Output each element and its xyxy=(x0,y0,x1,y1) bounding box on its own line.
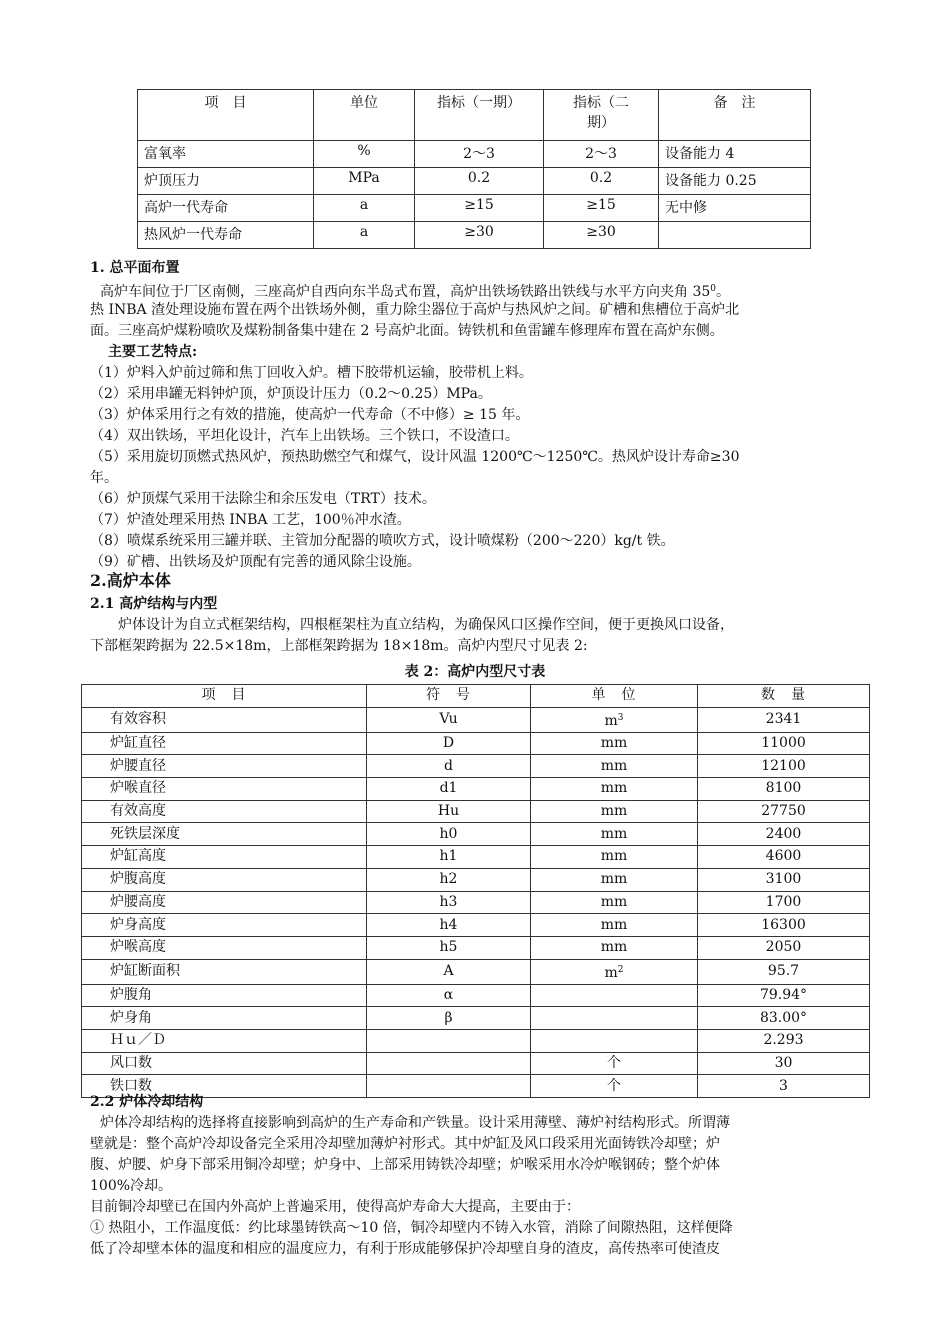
table-cell: 有效容积 xyxy=(82,707,367,732)
paragraph-line: 低了冷却壁本体的温度和相应的温度应力，有利于形成能够保护冷却壁自身的渣皮，高传热率可使渣皮 xyxy=(90,1241,720,1257)
table-row xyxy=(82,891,870,914)
table-row xyxy=(82,936,870,959)
table-cell: 死铁层深度 xyxy=(82,823,367,846)
feature-item: （7）炉渣处理采用热 INBA 工艺，100％冲水渣。 xyxy=(90,512,411,528)
table-row xyxy=(82,959,870,984)
table-cell: 95.7 xyxy=(698,959,870,984)
table-header-cell xyxy=(544,90,659,141)
table-cell: Hu xyxy=(367,800,531,823)
header-line: 指标（二 xyxy=(573,95,629,111)
table-cell: 30 xyxy=(698,1052,870,1075)
table-cell: Ｈｕ／Ｄ xyxy=(82,1029,367,1052)
table-cell: 个 xyxy=(531,1052,698,1075)
table-header-cell: 单 位 xyxy=(531,685,698,708)
table-header-cell: 项 目 xyxy=(138,90,314,141)
feature-item: （9）矿槽、出铁场及炉顶配有完善的通风除尘设施。 xyxy=(90,554,421,570)
table-cell: 炉缸直径 xyxy=(82,732,367,755)
feature-item: （2）采用串罐无料钟炉顶，炉顶设计压力（0.2～0.25）MPa。 xyxy=(90,386,492,402)
table-row xyxy=(82,1029,870,1052)
table-cell: mm xyxy=(531,914,698,937)
table-cell: 3 xyxy=(698,1075,870,1098)
table-cell: 16300 xyxy=(698,914,870,937)
table-cell: β xyxy=(367,1007,531,1030)
table-header-cell: 指标（一期） xyxy=(415,90,544,141)
table-cell: 炉缸高度 xyxy=(82,846,367,869)
table-row xyxy=(138,195,811,222)
feature-item: （8）喷煤系统采用三罐并联、主管加分配器的喷吹方式，设计喷煤粉（200～220）kg/t 铁。 xyxy=(90,533,675,549)
table-header-row xyxy=(138,90,811,141)
table-row xyxy=(138,222,811,249)
paragraph-line: 腹、炉腰、炉身下部采用铜冷却壁；炉身中、上部采用铸铁冷却壁；炉喉采用水冷炉喉钢砖；整个炉体 xyxy=(90,1157,720,1173)
table-cell: 无中修 xyxy=(659,195,811,222)
feature-item: （1）炉料入炉前过筛和焦丁回收入炉。槽下胶带机运输，胶带机上料。 xyxy=(90,365,533,381)
paragraph-line: 炉体设计为自立式框架结构，四根框架柱为直立结构，为确保风口区操作空间，便于更换风口设备， xyxy=(118,617,734,633)
table-row xyxy=(82,914,870,937)
table-cell: 2341 xyxy=(698,707,870,732)
table-cell: 热风炉一代寿命 xyxy=(138,222,314,249)
table-row xyxy=(82,778,870,801)
table-cell: 2～3 xyxy=(415,141,544,168)
table-header-cell: 备 注 xyxy=(659,90,811,141)
table-cell: mm xyxy=(531,936,698,959)
table-cell: d1 xyxy=(367,778,531,801)
furnace-profile-table xyxy=(81,684,870,1098)
table-cell: mm xyxy=(531,846,698,869)
table-cell: 8100 xyxy=(698,778,870,801)
paragraph-line: 目前铜冷却壁已在国内外高炉上普遍采用，使得高炉寿命大大提高，主要由于： xyxy=(90,1199,580,1215)
table-cell: mm xyxy=(531,800,698,823)
table-cell: a xyxy=(314,195,415,222)
table-cell: 设备能力 4 xyxy=(659,141,811,168)
paragraph-line: ① 热阻小，工作温度低：约比球墨铸铁高～10 倍，铜冷却壁内不铸入水管，消除了间隙热阻，这样便降 xyxy=(90,1220,733,1236)
table-cell: 炉顶压力 xyxy=(138,168,314,195)
table-cell xyxy=(367,1075,531,1098)
table-cell: 2～3 xyxy=(544,141,659,168)
table-row xyxy=(82,984,870,1007)
table-row xyxy=(138,141,811,168)
table-cell: mm xyxy=(531,823,698,846)
table-cell: 炉腹角 xyxy=(82,984,367,1007)
table-cell: h5 xyxy=(367,936,531,959)
table-cell: mm xyxy=(531,755,698,778)
table-cell: 炉缸断面积 xyxy=(82,959,367,984)
table-cell: 4600 xyxy=(698,846,870,869)
section-heading: 1. 总平面布置 xyxy=(90,260,180,276)
table-cell: 3100 xyxy=(698,868,870,891)
table-cell: 79.94° xyxy=(698,984,870,1007)
table-cell: 炉身高度 xyxy=(82,914,367,937)
table-cell: h3 xyxy=(367,891,531,914)
paragraph-line: 高炉车间位于厂区南侧，三座高炉自西向东半岛式布置，高炉出铁场铁路出铁线与水平方向夹角 $35^0$。 xyxy=(100,284,730,300)
table-cell: 炉喉直径 xyxy=(82,778,367,801)
paragraph-line: 100%冷却。 xyxy=(90,1178,173,1194)
subsection-heading: 2.1 高炉结构与内型 xyxy=(90,596,218,612)
table-cell: 铁口数 xyxy=(82,1075,367,1098)
table-row xyxy=(82,868,870,891)
table-cell: 风口数 xyxy=(82,1052,367,1075)
table-cell: 高炉一代寿命 xyxy=(138,195,314,222)
table-cell: mm xyxy=(531,868,698,891)
table-cell: α xyxy=(367,984,531,1007)
table-cell xyxy=(659,222,811,249)
table-cell: ≥15 xyxy=(544,195,659,222)
table-cell: 2400 xyxy=(698,823,870,846)
table-cell xyxy=(531,1029,698,1052)
indicator-table xyxy=(137,89,811,249)
table-cell: 炉腹高度 xyxy=(82,868,367,891)
table-cell: Vu xyxy=(367,707,531,732)
subsection-heading: 2.2 炉体冷却结构 xyxy=(90,1094,204,1110)
table-cell: ≥30 xyxy=(415,222,544,249)
table-cell: 炉身角 xyxy=(82,1007,367,1030)
table-header-cell: 符 号 xyxy=(367,685,531,708)
table-header-row xyxy=(82,685,870,708)
feature-item: （6）炉顶煤气采用干法除尘和余压发电（TRT）技术。 xyxy=(90,491,436,507)
table-cell xyxy=(531,984,698,1007)
table-cell xyxy=(367,1052,531,1075)
table-cell: 炉腰直径 xyxy=(82,755,367,778)
table-cell: 富氧率 xyxy=(138,141,314,168)
paragraph-line: 热 INBA 渣处理设施布置在两个出铁场外侧，重力除尘器位于高炉与热风炉之间。矿槽和焦槽位于高炉北 xyxy=(90,302,740,318)
table-cell: 27750 xyxy=(698,800,870,823)
table-cell: d xyxy=(367,755,531,778)
table-cell: mm xyxy=(531,732,698,755)
table-cell: 11000 xyxy=(698,732,870,755)
table-row xyxy=(82,1007,870,1030)
table-cell: 83.00° xyxy=(698,1007,870,1030)
table-cell: 12100 xyxy=(698,755,870,778)
table-cell: ≥30 xyxy=(544,222,659,249)
paragraph-line: 下部框架跨据为 22.5×18m，上部框架跨据为 18×18m。高炉内型尺寸见表 2: xyxy=(90,638,588,654)
table-cell: MPa xyxy=(314,168,415,195)
table-cell: 1700 xyxy=(698,891,870,914)
table-header-cell: 单位 xyxy=(314,90,415,141)
table-cell: 有效高度 xyxy=(82,800,367,823)
table-cell: D xyxy=(367,732,531,755)
table-cell: 设备能力 0.25 xyxy=(659,168,811,195)
table-cell: a xyxy=(314,222,415,249)
table-cell: $m^2$ xyxy=(531,959,698,984)
table-cell: 2.293 xyxy=(698,1029,870,1052)
table-cell: 个 xyxy=(531,1075,698,1098)
paragraph-line: 面。三座高炉煤粉喷吹及煤粉制备集中建在 2 号高炉北面。铸铁机和鱼雷罐车修理库布置在高炉东侧。 xyxy=(90,323,724,339)
table-row xyxy=(82,732,870,755)
table-title: 表 2：高炉内型尺寸表 xyxy=(404,664,546,680)
table-cell: 炉喉高度 xyxy=(82,936,367,959)
table-cell xyxy=(367,1029,531,1052)
table-cell: % xyxy=(314,141,415,168)
table-cell: h1 xyxy=(367,846,531,869)
table-row xyxy=(82,755,870,778)
paragraph-line: 壁就是：整个高炉冷却设备完全采用冷却壁加薄炉衬形式。其中炉缸及风口段采用光面铸铁冷却壁；炉 xyxy=(90,1136,720,1152)
table-cell xyxy=(531,1007,698,1030)
table-cell: h2 xyxy=(367,868,531,891)
table-cell: h4 xyxy=(367,914,531,937)
features-title: 主要工艺特点: xyxy=(108,344,198,360)
table-cell: 炉腰高度 xyxy=(82,891,367,914)
table-row xyxy=(82,1052,870,1075)
feature-item: 年。 xyxy=(90,470,118,486)
table-cell: ≥15 xyxy=(415,195,544,222)
table-cell: $m^3$ xyxy=(531,707,698,732)
header-line: 期） xyxy=(587,115,615,131)
table-cell: 2050 xyxy=(698,936,870,959)
section-heading: 2.高炉本体 xyxy=(90,571,171,590)
table-cell: mm xyxy=(531,891,698,914)
table-row xyxy=(82,707,870,732)
table-cell: h0 xyxy=(367,823,531,846)
table-header-cell: 数 量 xyxy=(698,685,870,708)
table-row xyxy=(138,168,811,195)
table-header-cell: 项 目 xyxy=(82,685,367,708)
table-cell: 0.2 xyxy=(544,168,659,195)
table-row xyxy=(82,823,870,846)
table-cell: 0.2 xyxy=(415,168,544,195)
table-cell: mm xyxy=(531,778,698,801)
feature-item: （3）炉体采用行之有效的措施，使高炉一代寿命（不中修）≥ 15 年。 xyxy=(90,407,530,423)
table-row xyxy=(82,846,870,869)
table-row xyxy=(82,800,870,823)
feature-item: （4）双出铁场，平坦化设计，汽车上出铁场。三个铁口，不设渣口。 xyxy=(90,428,519,444)
paragraph-line: 炉体冷却结构的选择将直接影响到高炉的生产寿命和产铁量。设计采用薄壁、薄炉衬结构形式。所谓薄 xyxy=(100,1115,730,1131)
table-cell: A xyxy=(367,959,531,984)
feature-item: （5）采用旋切顶燃式热风炉，预热助燃空气和煤气，设计风温 1200℃～1250℃。热风炉设计寿命≥30 xyxy=(90,449,740,465)
